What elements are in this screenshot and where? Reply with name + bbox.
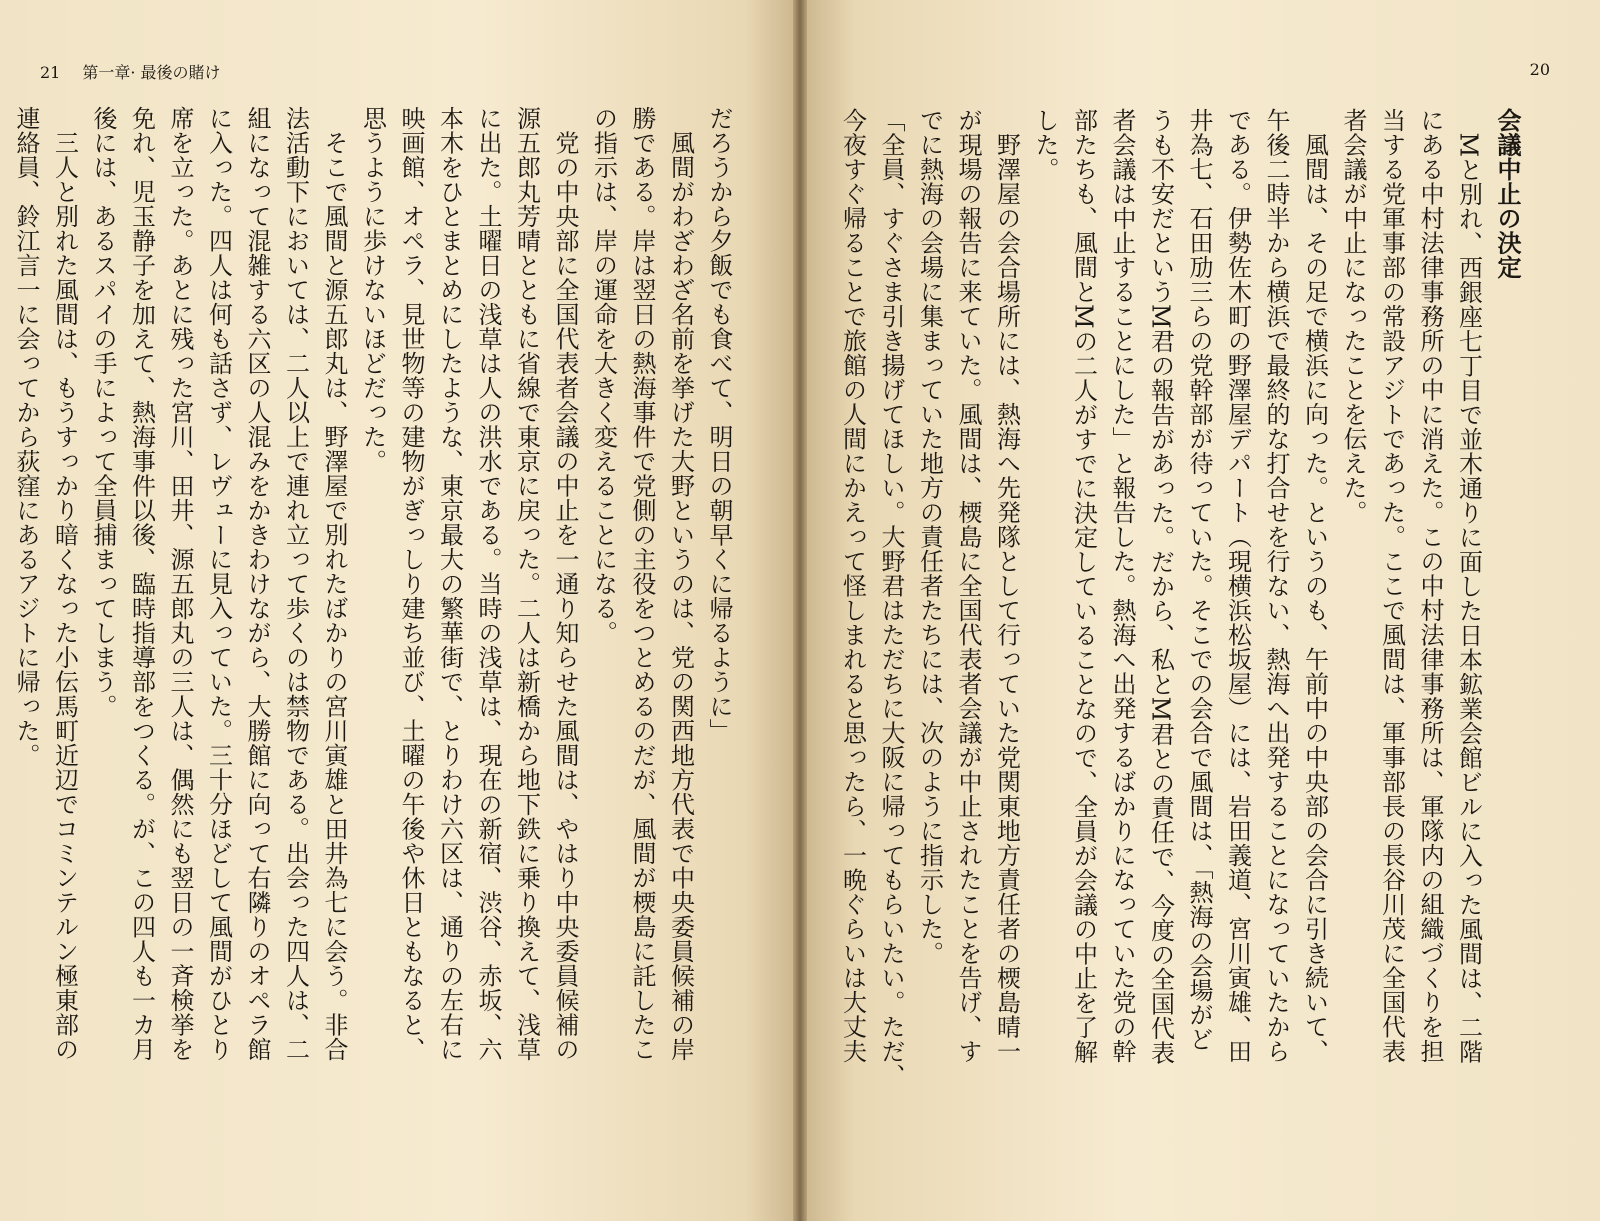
- paragraph: 三人と別れた風間は、もうすっかり暗くなった小伝馬町近辺でコミンテルン極東部の 連絡員、鈴江言一に会ってから荻窪にあるアジトに帰った。: [12, 106, 79, 1062]
- paragraph: そこで風間と源五郎丸は、野澤屋で別れたばかりの宮川寅雄と田井為七に会う。非合 法活動下においては、二人以上で連れ立って歩くのは禁物である。出会った四人は、二 組になって混雑する六区の人混みをかきわけながら、大勝館に向って右隣りのオペラ館 に入った。四人は何も話さず、レヴューに見入っていた。三十分ほどして風間がひとり 席を立った。あとに残った宮川、田井、源五郎丸の三人は、偶然にも翌日の一斉検挙を 免れ、児玉静子を加えて、熱海事件以後、臨時指導部をつくる。が、この四人も一カ月 後には、あるスパイの手によって全員捕まってしまう。: [89, 106, 348, 1062]
- paragraph: 風間は、その足で横浜に向った。というのも、午前中の中央部の会合に引き続いて、 午後二時半から横浜で最終的な打合せを行ない、熱海へ出発することになっていたから である。伊勢佐木町の野澤屋デパート（現横浜松坂屋）には、岩田義道、宮川寅雄、田 井為七、石田劢三らの党幹部が待っていた。そこでの会合で風間は、「熱海の会場がど うも不安だというM君の報告があった。だから、私とM君との責任で、今度の全国代表 者会議は中止することにした」と報告した。熱海へ出発するばかりになっていた党の幹 部たちも、風間とMの二人がすでに決定していることなので、全員が会議の中止を了解 した。: [1031, 108, 1329, 1065]
- paragraph: 党の中央部に全国代表者会議の中止を一通り知らせた風間は、やはり中央委員候補の 源五郎丸芳晴とともに省線で東京に戻った。二人は新橋から地下鉄に乗り換えて、浅草 に出た。土曜日の浅草は人の洪水である。当時の浅草は、現在の新宿、渋谷、赤坂、六 本木をひとまとめにしたような、東京最大の繁華街で、とりわけ六区は、通りの左右に 映画館、オペラ、見世物等の建物がぎっしり建ち並び、土曜の午後や休日ともなると、 思うように歩けないほどだった。: [358, 106, 579, 1062]
- right-page-number: 20: [1529, 60, 1550, 79]
- section-heading: 会議中止の決定: [1493, 108, 1522, 280]
- left-page-number: 21: [40, 63, 61, 82]
- paragraph: だろうから夕飯でも食べて、明日の朝早くに帰るように」 風間がわざわざ名前を挙げた大野というのは、党の関西地方代表で中央委員候補の岸 勝である。岸は翌日の熱海事件で党側の主役をつとめるのだが、風間が樮島に託したこ の指示は、岸の運命を大きく変えることになる。: [589, 106, 733, 1062]
- book-gutter: [793, 0, 807, 1221]
- running-head: 第一章· 最後の賭け: [82, 63, 221, 82]
- right-page-body: [826, 108, 1526, 1198]
- left-page-header: [40, 60, 221, 83]
- paragraph: 野澤屋の会合場所には、熱海へ先発隊として行っていた党関東地方責任者の樮島晴一 が現場の報告に来ていた。風間は、樮島に全国代表者会議が中止されたことを告げ、す でに熱海の会場に集まっていた地方の責任者たちには、次のように指示した。: [915, 108, 1021, 1064]
- paragraph: 「全員、すぐさま引き揚げてほしい。大野君はただちに大阪に帰ってもらいたい。ただ、 今夜すぐ帰ることで旅館の人間にかえって怪しまれると思ったら、一晩ぐらいは大丈夫: [838, 108, 905, 1088]
- paragraph: Mと別れ、西銀座七丁目で並木通りに面した日本鉱業会館ビルに入った風間は、二階 にある中村法律事務所の中に消えた。この中村法律事務所は、軍隊内の組織づくりを担 当する党軍事部の常設アジトであった。ここで風間は、軍事部長の長谷川茂に全国代表 者会議が中止になったことを伝えた。: [1339, 108, 1483, 1065]
- left-page: [0, 0, 793, 1221]
- left-page-body: [12, 106, 738, 1196]
